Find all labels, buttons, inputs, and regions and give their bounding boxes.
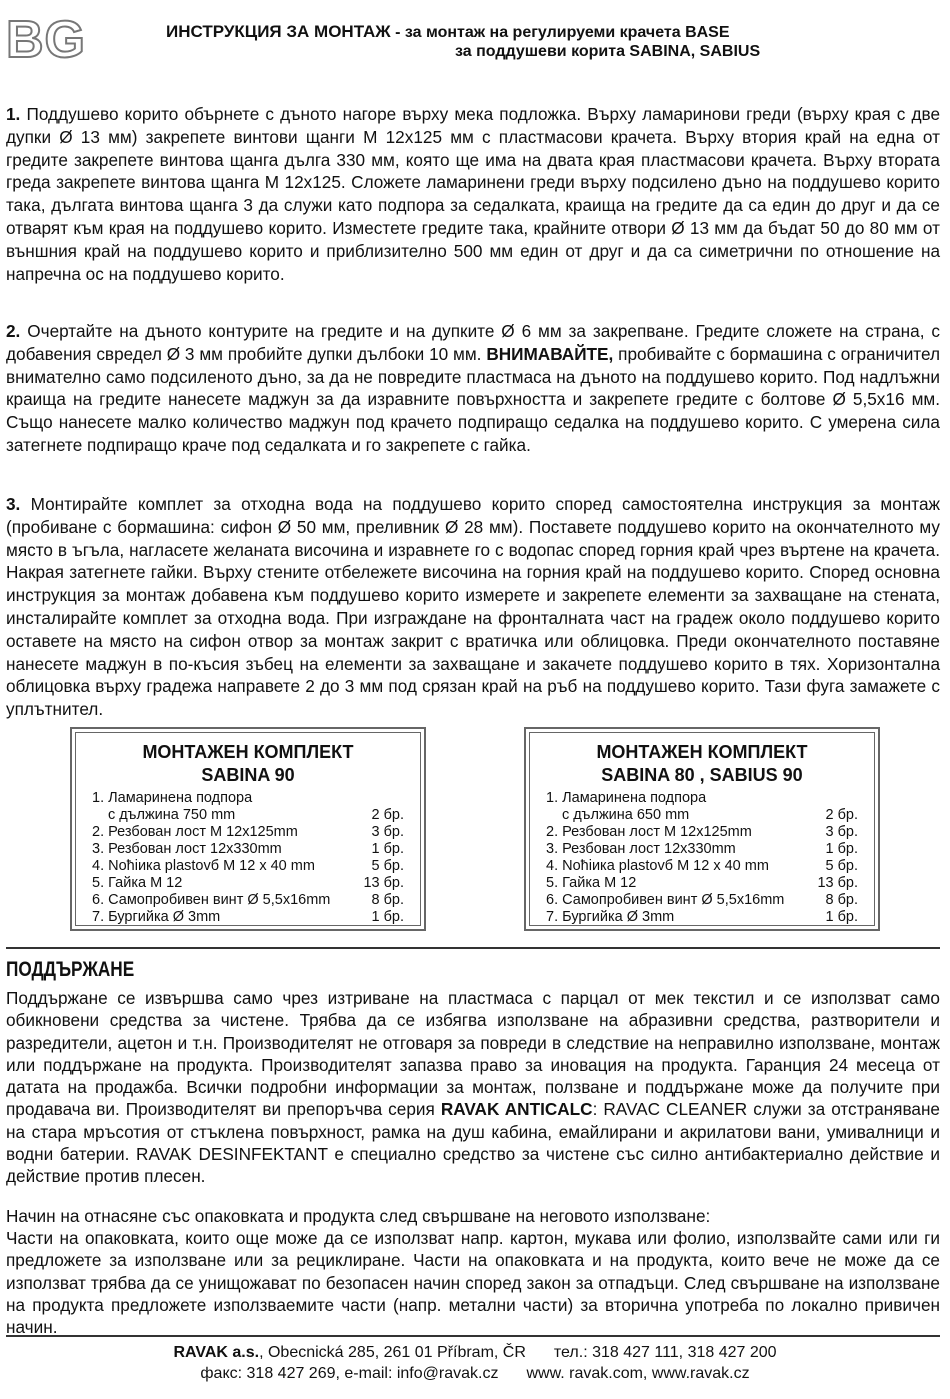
title-main: ИНСТРУКЦИЯ ЗА МОНТАЖ: [166, 22, 391, 41]
kit-item-list: [92, 790, 404, 926]
brand-name: RAVAK ANTICALC: [440, 1099, 593, 1120]
kit-title: МОНТАЖЕН КОМПЛЕКТ: [596, 742, 808, 762]
kit-item-list: [546, 790, 858, 926]
kit-item: 3. Резбован лост 12x330mm 1 бр.: [546, 841, 858, 857]
kit-item: 4. Noћiика plastovб M 12 x 40 mm 5 бр.: [546, 858, 858, 874]
kit-item: 1. Ламаринена подпора: [92, 790, 253, 806]
kit-box-sabina-80-sabius-90: [524, 727, 880, 931]
footer-address-line: [0, 1344, 950, 1362]
kit-item: 6. Самопробивен винт Ø 5,5x16mm 8 бр.: [546, 892, 858, 908]
document-subtitle: за поддушеви корита SABINA, SABIUS: [455, 43, 761, 60]
document-header: [0, 0, 950, 80]
instruction-step-3: [6, 493, 940, 721]
kit-title: МОНТАЖЕН КОМПЛЕКТ: [142, 742, 354, 762]
step-text: Поддушево корито обърнете с дъното нагоре върху мека подложка. Върху ламаринови греди (върху края с две дупки Ø 13 мм) закрепете винтови щанги М 12x125 мм с пластмасови крачета. Върху втория край на една от гредите закрепете винтова щанга дълга 330 мм, която ще има на двата края пластмасови крачета. Върху втората греда закрепете винтова щанга М 12x125. Сложете ламаринени греди върху подсилено дъно на поддушево корито така, дългата винтова щанга 3 да служи като подпора за седалката, краища на гредите да са един до друг и да се отварят към края на поддушево корито. Изместете гредите така, крайните отвори Ø 13 мм да бъдат 50 до 80 мм от външния край на поддушево корито и приблизително 500 мм един от друг и да са симетрични по отношение на напречна ос на поддушево корито.: [6, 104, 940, 284]
kit-item: 7. Бургийка Ø 3mm 1 бр.: [546, 909, 858, 925]
kit-item: с дължина 750 mm 2 бр.: [108, 807, 404, 823]
instruction-step-2: [6, 320, 940, 457]
step-text: Монтирайте комплет за отходна вода на поддушево корито според самостоятелна инструкция за монтаж (пробиване с бормашина: сифон Ø 50 мм, преливник Ø 28 мм). Поставете поддушево корито на окончателното му място в ъгъла, нагласете желаната височина и изравнете го с водопас според горния край чрез въртене на крачета. Накрая затегнете гайки. Върху стените отбележете височина на горния край на поддушево корито. Според основна инструкция за монтаж добавена към поддушево корито измерете и закрепете елементи за захващане на стената, инсталирайте комплет за отходна вода. При изграждане на фронталната част на градеж около поддушево корито оставете на място на сифон отвор за монтаж закрит с вратичка или облицовка. Преди окончателното поставяне нанесете маджун в по-късия зъбец на елементи за захващане и закачете поддушево корито в тях. Хоризонтална облицовка върху градежа направете 2 до 3 мм под срязан край на ръб на поддушево корито. Тази фуга замажете с уплътнител.: [6, 494, 940, 720]
step-text-continued: пробивайте с бормашина с ограничител внимателно само подсиленото дъно, за да не повредите пластмаса на дъното на поддушево корито. Под надлъжни краища на гредите нанесете маджун за да изравните повърхността и закрепете гредите с болтове Ø 5,5x16 мм. Също нанесете малко количество маджун под крачето подпиращо седалка на поддушево корито. С умерена сила затегнете подпиращо краче под седалката и го закрепете с гайка.: [6, 343, 940, 455]
step-number: 1.: [6, 104, 21, 124]
document-title: [166, 22, 730, 42]
kit-item: 3. Резбован лост 12x330mm 1 бр.: [92, 841, 404, 857]
company-fax-email: факс: 318 427 269, e-mail: info@ravak.cz: [200, 1365, 499, 1382]
kit-box-sabina-90: [70, 727, 426, 931]
step-number: 3.: [6, 494, 21, 514]
kit-item: с дължина 650 mm 2 бр.: [562, 807, 858, 823]
kit-box-frame: [529, 732, 875, 926]
step-number: 2.: [6, 321, 21, 341]
step-text: Очертайте на дъното контурите на гредите и на дупките Ø 6 мм за закрепване. Гредите сложете на страна, с добавения свредел Ø 3 мм пробийте дупки дълбоки 10 мм.: [6, 321, 940, 364]
kit-box-frame: [75, 732, 421, 926]
title-sub: - за монтаж на регулируеми крачета BASE: [390, 24, 730, 41]
kit-item: 5. Гайка М 12 13 бр.: [546, 875, 858, 891]
footer-contact-line: [0, 1365, 950, 1383]
kit-item: 7. Бургийка Ø 3mm 1 бр.: [92, 909, 404, 925]
kit-item: 2. Резбован лост М 12x125mm 3 бр.: [546, 824, 858, 840]
footer-divider: [6, 1335, 940, 1337]
kit-item: 2. Резбован лост М 12x125mm 3 бр.: [92, 824, 404, 840]
kit-item: 4. Noћiика plastovб M 12 x 40 mm 5 бр.: [92, 858, 404, 874]
disposal-intro: Начин на отнасяне със опаковката и продукта след свършване на неговото използване:: [6, 1206, 711, 1226]
language-code: BG: [6, 11, 86, 69]
company-name: RAVAK a.s.: [173, 1344, 260, 1361]
warning-word: ВНИМАВАЙТЕ,: [486, 343, 614, 364]
instruction-step-1: [6, 103, 940, 285]
kit-item: 1. Ламаринена подпора: [546, 790, 707, 806]
disposal-paragraph: Части на опаковката, които още може да се използват напр. картон, мукава или фолио, използвайте сами или ги предложете за използване или за рециклиране. Части на опаковката и на продукта, които вече не може да се използват трябва да се унищожават по безопасен начин според закон за отпадъци. След свършване на използване на продукта предложете използваемите части (напр. метални части) за вторична употреба по локално привичен начин.: [6, 1228, 940, 1338]
section-divider: [6, 947, 940, 949]
company-phone: тел.: 318 427 111, 318 427 200: [553, 1344, 777, 1361]
maintenance-paragraph: Поддържане се извършва само чрез изтриване на пластмаса с парцал от мек текстил и се използват само обикновени средства за чистене. Трябва да се избягва използване на абразивни средства, разтворители и разредители, ацетон и т.н. Производителят не отговаря за повреди в следствие на неправилно използване, монтаж или поддържане на продукта. Производителят запазва право за иновация на продукта. Гаранция 24 месеца от датата на продажба. Всички подробни информации за монтаж, ползване и поддържане може да получите при продавача ви. Производителят ви препоръчва серия RAVAK ANTICALC: RAVAC CLEANER служи за отстраняване на стара мръсотия от стъклена повърхност, рамка на душ кабина, емайлирани и акрилатови вани, умивалници и водни батерии. RAVAK DESINFEKTANT е специално средство за чистене със силно антибактериално действие и действие против плесен.: [6, 988, 940, 1187]
maintenance-heading: ПОДДЪРЖАНЕ: [6, 958, 135, 981]
company-website: www. ravak.com, www.ravak.cz: [526, 1365, 750, 1382]
company-address: , Obecnická 285, 261 01 Příbram, ČR: [259, 1344, 526, 1361]
kit-model: SABINA 80 , SABIUS 90: [601, 765, 803, 785]
kit-item: 5. Гайка М 12 13 бр.: [92, 875, 404, 891]
kit-model: SABINA 90: [201, 765, 295, 785]
kit-item: 6. Самопробивен винт Ø 5,5x16mm 8 бр.: [92, 892, 404, 908]
